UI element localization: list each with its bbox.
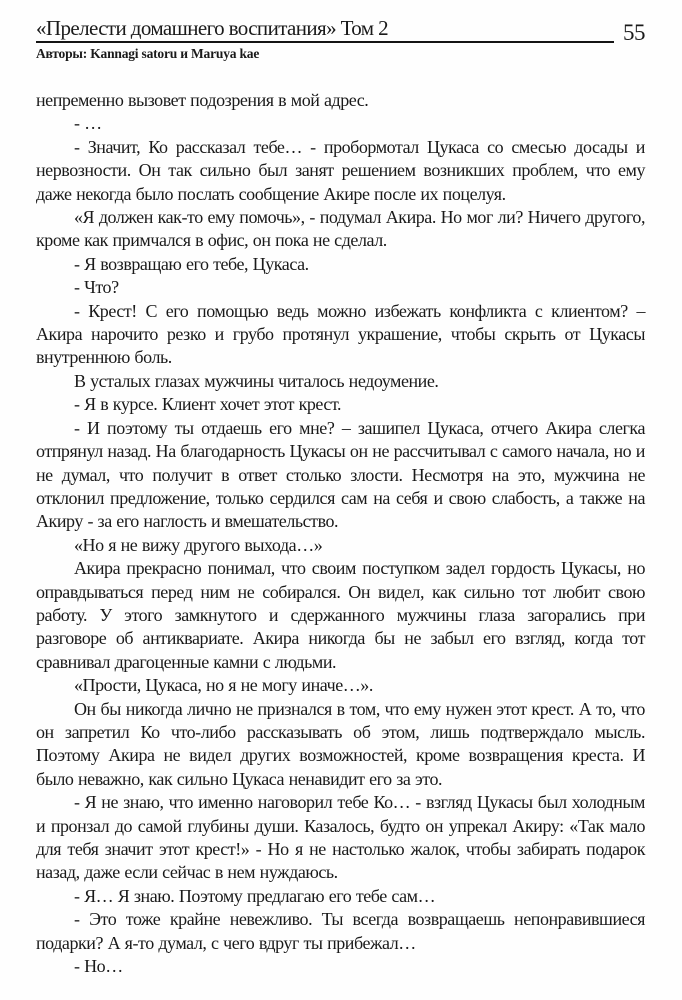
paragraph: - Но…: [74, 956, 123, 977]
paragraph: - Значит, Ко рассказал тебе… - пробормотал Цукаса со смесью досады и нервозности. Он так сильно был занят решением возникших проблем, что ему даже некогда было послать сообщение Акире после их поцелуя.: [36, 136, 645, 204]
paragraph: Он бы никогда лично не признался в том, что ему нужен этот крест. А то, что он запретил Ко что-либо рассказывать об этом, лишь подтверждало мысль. Поэтому Акира не видел других возможностей, кроме возвращения креста. И было неважно, как сильно Цукаса ненавидит его за это.: [36, 698, 645, 789]
paragraph: В усталых глазах мужчины читалось недоумение.: [74, 370, 439, 391]
page-number: 55: [623, 20, 645, 45]
header-row: [36, 17, 645, 43]
paragraph: - Что?: [74, 277, 119, 298]
paragraph: - И поэтому ты отдаешь его мне? – зашипел Цукаса, отчего Акира слегка отпрянул назад. На благодарность Цукасы он не рассчитывал с самого начала, но и не думал, что получит в ответ столько злости. Несмотря на это, мужчина не отклонил предложение, только сердился сам на себя и свою слабость, а также на Акиру - за его наглость и вмешательство.: [36, 417, 645, 532]
paragraph: - Я не знаю, что именно наговорил тебе Ко… - взгляд Цукасы был холодным и пронзал до самой глубины души. Казалось, будто он упрекал Акиру: «Так мало для тебя значит этот крест!» - Но я не настолько жалок, чтобы забирать подарок назад, даже если сейчас в нем нуждаюсь.: [36, 792, 645, 883]
paragraph: - Крест! С его помощью ведь можно избежать конфликта с клиентом? – Акира нарочито резко и грубо протянул украшение, чтобы скрыть от Цукасы внутреннюю боль.: [36, 300, 645, 368]
paragraph: - Я в курсе. Клиент хочет этот крест.: [74, 394, 342, 415]
paragraph: - …: [74, 113, 102, 134]
paragraph: - Я возвращаю его тебе, Цукаса.: [74, 253, 309, 274]
paragraph: «Прости, Цукаса, но я не могу иначе…».: [74, 675, 373, 696]
paragraph: непременно вызовет подозрения в мой адрес.: [36, 90, 369, 110]
page-header: [36, 17, 645, 61]
book-title: «Прелести домашнего воспитания» Том 2: [36, 16, 389, 40]
paragraph: «Я должен как-то ему помочь», - подумал Акира. Но мог ли? Ничего другого, кроме как примчался в офис, он пока не сделал.: [36, 207, 645, 251]
paragraph: «Но я не вижу другого выхода…»: [74, 534, 323, 555]
page-body: [36, 89, 645, 978]
paragraph: - Это тоже крайне невежливо. Ты всегда возвращаешь непонравившиеся подарки? А я-то думал, с чего вдруг ты прибежал…: [36, 909, 645, 953]
paragraph: - Я… Я знаю. Поэтому предлагаю его тебе сам…: [74, 885, 436, 906]
paragraph: Акира прекрасно понимал, что своим поступком задел гордость Цукасы, но оправдываться перед ним не собирался. Он видел, как сильно тот любит свою работу. У этого замкнутого и сдержанного мужчины глаза загорались при разговоре об антиквариате. Акира никогда бы не забыл его взгляд, когда тот сравнивал драгоценные камни с людьми.: [36, 558, 645, 672]
header-title-underline: [36, 17, 614, 43]
authors-line: Авторы: Kannagi satoru и Maruya kae: [36, 46, 260, 61]
